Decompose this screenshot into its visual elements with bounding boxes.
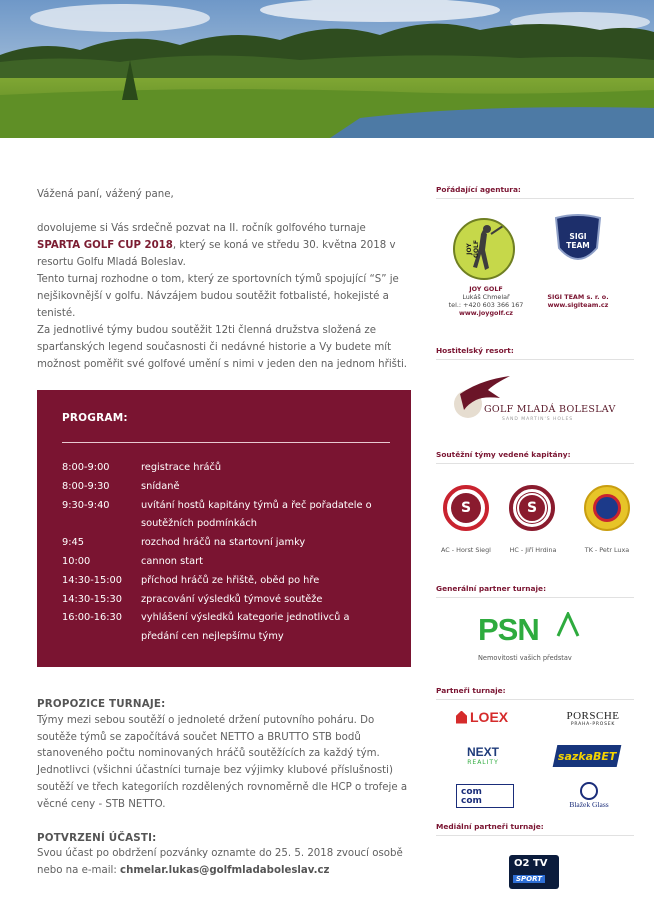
divider bbox=[436, 198, 634, 199]
teams-heading: Soutěžní týmy vedené kapitány: bbox=[436, 450, 571, 459]
resort-heading: Hostitelský resort: bbox=[436, 346, 514, 355]
ac-s-icon: S bbox=[451, 493, 481, 523]
program-box bbox=[37, 390, 411, 667]
sigi-web-link[interactable]: www.sigiteam.cz bbox=[547, 301, 609, 309]
team-caption-tk: TK - Petr Luxa bbox=[584, 546, 630, 554]
program-row bbox=[62, 591, 389, 610]
intro-text-b: , který se koná ve středu 30. května 2018 v resortu Golfu Mladá Boleslav. bbox=[37, 240, 396, 268]
program-time: 8:00-9:00 bbox=[62, 462, 110, 473]
sport-text: SPORT bbox=[513, 875, 545, 883]
sazkabet-text: sazkaBET bbox=[557, 749, 617, 763]
program-text: snídaně bbox=[141, 480, 180, 492]
rules-text: Týmy mezi sebou soutěží o jednoleté držení putovního poháru. Do soutěže týmů se započítává součet NETTO a BRUTTO STB bodů stanoveného počtu nominovaných hráčů soutěžících za každý tým. Jednotlivci (všichni účastníci turnaje bez výjimky klubové příslušnosti) soutěží ve třech kategoriích rozdělených rovnoměrně dle HCP o trofeje a věcné ceny - STB NETTO. bbox=[37, 714, 408, 810]
program-time: 9:45 bbox=[62, 537, 84, 549]
paragraph-teams: Za jednotlivé týmy budou soutěžit 12ti členná družstva složená ze sparťanských legend současnosti či nedávné historie a Vy budete mít možnost poměřit své golfové umění s nimi v jeden den na jednom hřišti. bbox=[37, 325, 408, 370]
porsche-text: PORSCHE bbox=[566, 710, 620, 722]
program-text: cannon start bbox=[141, 555, 203, 567]
confirmation-body: Svou účast po obdržení pozvánky oznamte do 25. 5. 2018 zvoucí osobě nebo na e-mail: bbox=[37, 848, 403, 877]
program-time: 8:00-9:30 bbox=[62, 480, 110, 492]
contact-email-link[interactable]: chmelar.lukas@golfmladaboleslav.cz bbox=[120, 865, 330, 877]
joy-phone: tel.: +420 603 366 167 bbox=[448, 301, 524, 309]
program-row bbox=[62, 459, 389, 478]
paragraph-tournament: Tento turnaj rozhodne o tom, který ze sportovních týmů spojující “S” je nejšikovnější v golfu. Návzájem budou soutěžit fotbalisté, hokejisté a tenisté. bbox=[37, 274, 399, 319]
sigi-logo-text: SIGI TEAM bbox=[566, 232, 590, 250]
joy-web-link[interactable]: www.joygolf.cz bbox=[459, 309, 513, 317]
event-name: SPARTA GOLF CUP 2018 bbox=[37, 240, 173, 251]
sigi-team-contact bbox=[532, 293, 624, 309]
program-text: příchod hráčů ze hřiště, oběd po hře bbox=[141, 574, 320, 586]
divider bbox=[436, 699, 634, 700]
divider bbox=[436, 597, 634, 598]
next-reality-logo bbox=[461, 745, 505, 766]
confirmation-text bbox=[37, 846, 412, 880]
psn-logo bbox=[478, 610, 588, 670]
team-caption-hc: HC - Jiří Hrdina bbox=[509, 546, 557, 554]
intro-text-a: dovolujeme si Vás srdečně pozvat na II. ročník golfového turnaje bbox=[37, 223, 366, 234]
program-time: 14:30-15:00 bbox=[62, 574, 123, 586]
confirmation-title: POTVRZENÍ ÚČASTI: bbox=[37, 831, 157, 844]
program-text: uvítání hostů kapitány týmů a řeč pořadatele o soutěžních podmínkách bbox=[141, 499, 372, 530]
golf-mlada-boleslav-logo bbox=[450, 374, 630, 424]
program-text: vyhlášení výsledků kategorie jednotlivců a předání cen nejlepšímu týmy bbox=[141, 612, 350, 643]
next-text: NEXT bbox=[466, 745, 499, 759]
o2-text: O2 TV bbox=[514, 858, 548, 869]
resort-name: GOLF MLADÁ BOLESLAV bbox=[484, 404, 616, 415]
loex-text: LOEX bbox=[470, 709, 509, 725]
sazkabet-logo bbox=[553, 745, 622, 767]
tk-ball-icon bbox=[593, 494, 621, 522]
team-caption-ac: AC - Horst Siegl bbox=[441, 546, 491, 554]
paragraph-intro bbox=[37, 220, 412, 271]
joy-person: Lukáš Chmelař bbox=[462, 293, 510, 301]
program-time: 16:00-16:30 bbox=[62, 612, 123, 624]
program-text: rozchod hráčů na startovní jamky bbox=[141, 537, 306, 549]
program-row bbox=[62, 497, 389, 535]
invitation-letter bbox=[37, 186, 412, 373]
porsche-sub: PRAHA-PROSEK bbox=[570, 722, 616, 727]
partners-heading: Partneři turnaje: bbox=[436, 686, 506, 695]
joy-golf-logo bbox=[453, 218, 515, 280]
program-time: 10:00 bbox=[62, 555, 91, 567]
blazek-emblem-icon bbox=[580, 782, 598, 800]
media-heading: Mediální partneři turnaje: bbox=[436, 822, 544, 831]
psn-logo-text: PSN bbox=[478, 612, 539, 647]
program-text: registrace hráčů bbox=[141, 462, 222, 473]
joy-logo-text: JOY GOLF bbox=[466, 240, 480, 258]
salutation: Vážená paní, vážený pane, bbox=[37, 189, 174, 200]
resort-tagline: SAND MARTIN'S HOLES bbox=[502, 417, 574, 422]
team-badge-tk bbox=[584, 485, 630, 531]
program-row bbox=[62, 572, 389, 591]
agency-heading: Pořádající agentura: bbox=[436, 185, 521, 194]
general-partner-heading: Generální partner turnaje: bbox=[436, 584, 547, 593]
program-heading: PROGRAM: bbox=[62, 412, 128, 424]
comcom-logo bbox=[456, 784, 514, 808]
tournament-rules bbox=[37, 696, 412, 880]
program-row bbox=[62, 553, 389, 572]
divider bbox=[436, 359, 634, 360]
blazek-glass-logo bbox=[554, 782, 624, 809]
program-row bbox=[62, 478, 389, 497]
divider bbox=[436, 835, 634, 836]
program-divider bbox=[62, 442, 390, 443]
program-time: 9:30-9:40 bbox=[62, 499, 110, 511]
team-badge-ac bbox=[443, 485, 489, 531]
psn-tagline: Nemovitosti vašich představ bbox=[478, 654, 572, 662]
next-sub: REALITY bbox=[467, 759, 499, 766]
hero-golf-course-image bbox=[0, 0, 654, 138]
program-row bbox=[62, 534, 389, 553]
loex-house-icon bbox=[456, 711, 467, 724]
sigi-name: SIGI TEAM s. r. o. bbox=[547, 293, 609, 301]
comcom-text: com com bbox=[461, 787, 482, 806]
divider bbox=[436, 463, 634, 464]
sigi-team-logo bbox=[553, 214, 603, 272]
program-row bbox=[62, 609, 389, 647]
porsche-logo bbox=[553, 710, 633, 727]
rules-title: PROPOZICE TURNAJE: bbox=[37, 698, 166, 710]
program-text: zpracování výsledků týmové soutěže bbox=[141, 593, 323, 605]
team-badge-hc bbox=[509, 485, 555, 531]
joy-golf-contact bbox=[438, 285, 534, 317]
blazek-text: Blažek Glass bbox=[569, 800, 609, 809]
hc-s-icon: S bbox=[517, 493, 547, 523]
joy-name: JOY GOLF bbox=[469, 285, 503, 293]
program-time: 14:30-15:30 bbox=[62, 593, 123, 605]
o2-tv-sport-logo bbox=[509, 855, 559, 889]
loex-logo bbox=[456, 709, 508, 725]
